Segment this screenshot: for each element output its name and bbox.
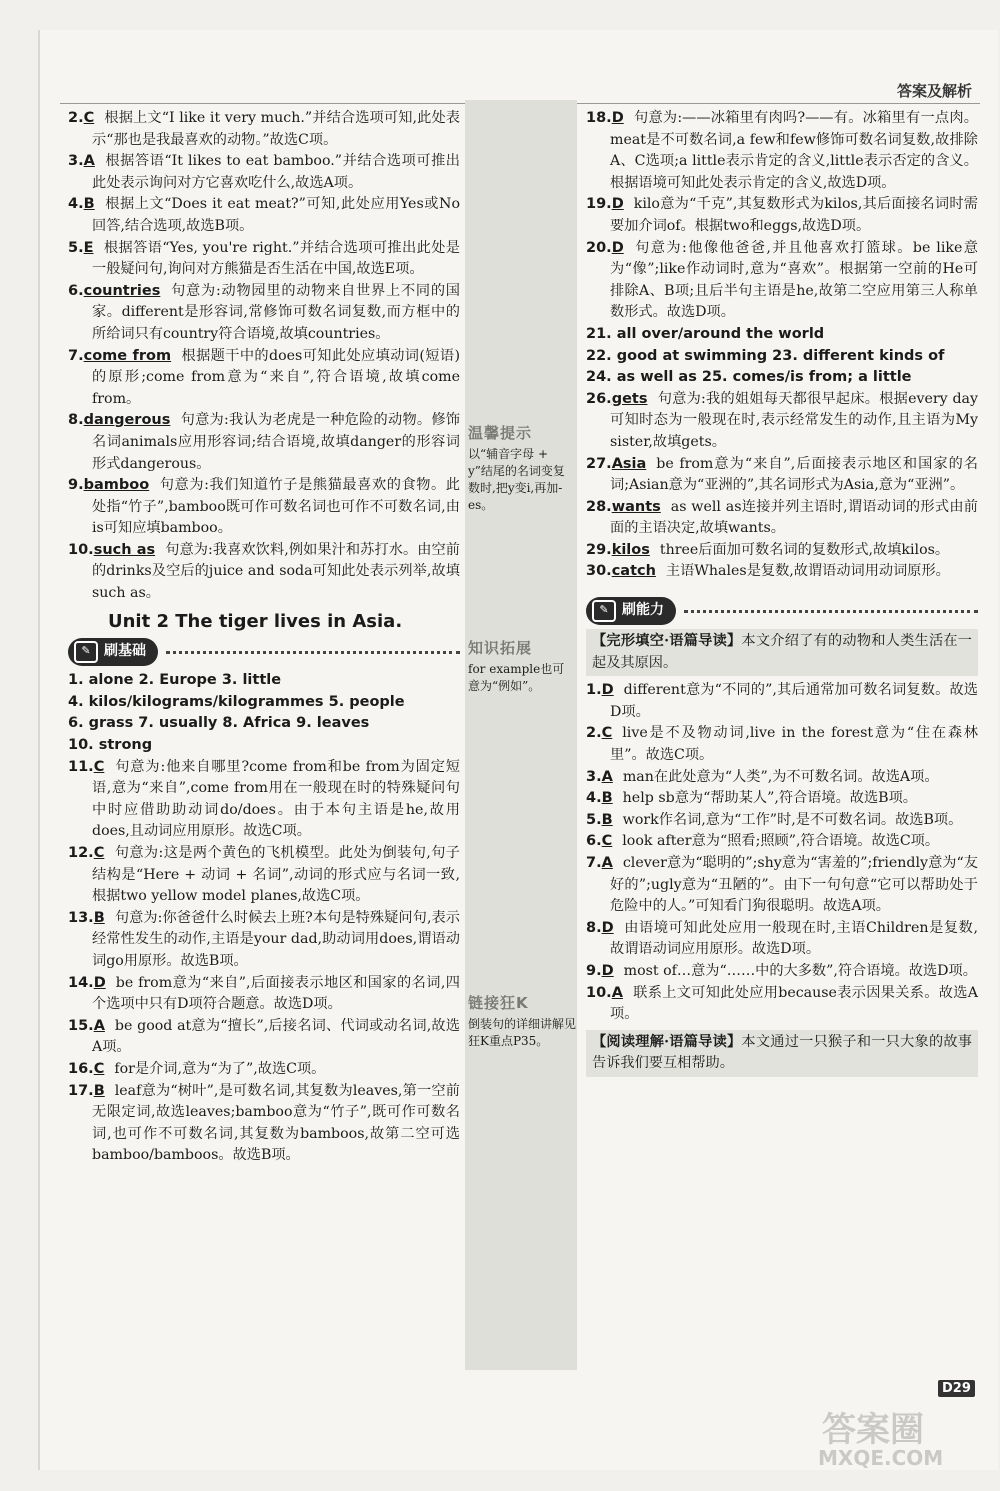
item-number: 2. <box>68 110 84 126</box>
item-answer: countries <box>83 282 161 299</box>
item-number: 16. <box>68 1060 94 1077</box>
badge-divider <box>166 651 460 654</box>
item-answer: catch <box>611 563 656 580</box>
item-number: 9. <box>68 477 84 494</box>
item-explanation: be from意为“来自”,后面接表示地区和国家的名词,四个选项中只有D项符合题意。故选D项。 <box>92 974 460 1013</box>
item-number: 13. <box>68 909 94 926</box>
answer-item <box>68 843 460 908</box>
item-number: 2. <box>586 725 602 742</box>
item-answer: D <box>601 682 614 699</box>
right-column <box>586 108 978 1081</box>
tip-title: 知识拓展 <box>468 639 533 657</box>
answer-item <box>586 983 978 1026</box>
cloze-intro-tag: 【完形填空·语篇导读】 <box>592 633 742 650</box>
reading-intro-tag: 【阅读理解·语篇导读】 <box>592 1033 742 1050</box>
answer-list-right-bottom <box>586 680 978 1026</box>
item-explanation: 句意为:你爸爸什么时候去上班?本句是特殊疑问句,表示经常性发生的动作,主语是your dad,助动词用does,谓语动词go用原形。故选B项。 <box>92 909 460 969</box>
item-answer: B <box>601 790 613 807</box>
item-explanation: live是不及物动词,live in the forest意为“住在森林里”。故选C项。 <box>610 725 978 764</box>
item-explanation: most of…意为“……中的大多数”,符合语境。故选D项。 <box>623 962 977 979</box>
item-number: 10. <box>68 541 94 558</box>
item-answer: B <box>83 196 95 213</box>
item-answer: C <box>93 758 105 775</box>
reading-intro-text: 本文通过一只猴子和一只大象的故事告诉我们要互相帮助。 <box>592 1033 972 1072</box>
item-answer: C <box>83 110 95 126</box>
answer-item <box>68 908 460 973</box>
item-answer: E <box>83 239 94 256</box>
answer-item <box>68 1016 460 1059</box>
item-answer: A <box>601 768 613 785</box>
item-number: 6. <box>586 833 602 850</box>
answer-item <box>586 723 978 766</box>
item-number: 26. <box>586 390 612 407</box>
answer-item <box>68 194 460 237</box>
item-explanation: three后面加可数名词的复数形式,故填kilos。 <box>659 541 950 558</box>
item-answer: D <box>601 962 614 979</box>
item-explanation: 句意为:他来自哪里?come from和be from为固定短语,意为“来自”,come from用在一般现在时的特殊疑问句中时应借助助动词do/does。由于本句主语是he,故用does,且动词应用原形。故选C项。 <box>92 758 460 840</box>
answer-item <box>586 853 978 918</box>
right-fill-answers <box>586 324 978 389</box>
item-explanation: 根据题干中的does可知此处应填动词(短语)的原形;come from意为“来自”,符合语境,故填come from。 <box>92 347 461 407</box>
answer-item <box>586 194 978 237</box>
answer-item <box>586 918 978 961</box>
answer-item <box>68 151 460 194</box>
item-answer: C <box>93 1060 105 1077</box>
item-number: 12. <box>68 845 94 861</box>
item-answer: Asia <box>611 455 647 472</box>
item-answer: D <box>611 110 624 126</box>
tip-title: 链接狂K <box>468 994 529 1012</box>
item-answer: D <box>611 196 624 213</box>
answer-list-bottom <box>68 757 460 1167</box>
answer-item <box>68 1059 460 1081</box>
watermark-url: MXQE.COM <box>818 1446 944 1470</box>
answer-item <box>586 767 978 789</box>
answer-item <box>68 108 460 151</box>
tip-box-link <box>468 995 576 1050</box>
fill-answer-line: 10. strong <box>68 737 153 754</box>
badge-label: 刷基础 <box>104 643 146 660</box>
item-number: 7. <box>586 855 602 871</box>
item-answer: C <box>601 725 613 742</box>
item-explanation: 句意为:我认为老虎是一种危险的动物。修饰名词animals应用形容词;结合语境,故填danger的形容词形式dangerous。 <box>92 412 460 472</box>
item-explanation: 句意为:动物园里的动物来自世界上不同的国家。different是形容词,常修饰可数名词复数,而方框中的所给词只有country符合语境,故填countries。 <box>92 282 460 342</box>
item-number: 11. <box>68 758 94 775</box>
item-number: 27. <box>586 455 612 472</box>
item-answer: bamboo <box>83 477 150 494</box>
answer-item <box>586 561 978 583</box>
answer-item <box>586 454 978 497</box>
item-explanation: man在此处意为“人类”,为不可数名词。故选A项。 <box>622 768 939 785</box>
item-number: 10. <box>586 984 612 1001</box>
item-number: 19. <box>586 196 612 213</box>
answer-item <box>586 810 978 832</box>
unit-title: Unit 2 The tiger lives in Asia. <box>108 610 403 632</box>
item-answer: B <box>601 811 613 828</box>
item-number: 3. <box>586 768 602 785</box>
item-explanation: 句意为:我的姐姐每天都很早起床。根据every day可知时态为一般现在时,表示经常发生的动作,且主语为My sister,故填gets。 <box>610 390 978 450</box>
item-explanation: 联系上文可知此处应用because表示因果关系。故选A项。 <box>610 984 978 1023</box>
item-explanation: kilo意为“千克”,其复数形式为kilos,其后面接名词时需要加介词of。根据two和eggs,故选D项。 <box>610 196 978 234</box>
book-icon: ✎ <box>592 600 616 622</box>
answer-item <box>586 680 978 723</box>
item-answer: C <box>93 845 105 861</box>
item-number: 20. <box>586 239 612 256</box>
tip-text: for example也可意为“例如”。 <box>468 662 565 693</box>
item-explanation: 句意为:我喜欢饮料,例如果汁和苏打水。由空前的drinks及空后的juice and soda可知此处表示列举,故填such as。 <box>92 541 460 602</box>
fill-answer-line: 21. all over/around the world <box>586 325 825 342</box>
answer-list-top <box>68 108 460 605</box>
tip-text: 倒装句的详细讲解见狂K重点P35。 <box>468 1017 577 1048</box>
item-number: 18. <box>586 110 612 126</box>
item-explanation: be good at意为“擅长”,后接名词、代词或动名词,故选A项。 <box>92 1017 460 1056</box>
item-number: 14. <box>68 974 94 991</box>
answer-item <box>68 973 460 1016</box>
item-explanation: 根据上文“Does it eat meat?”可知,此处应用Yes或No回答,结合选项,故选B项。 <box>92 196 460 234</box>
margin-notes-strip <box>465 100 577 1370</box>
item-answer: C <box>601 833 613 850</box>
item-number: 4. <box>68 196 84 213</box>
item-answer: wants <box>611 498 661 515</box>
answer-item <box>586 788 978 810</box>
item-answer: D <box>93 974 106 991</box>
item-answer: A <box>611 984 623 1001</box>
answer-item <box>68 346 460 411</box>
item-explanation: look after意为“照看;照顾”,符合语境。故选C项。 <box>622 833 940 850</box>
item-answer: come from <box>83 347 172 364</box>
item-answer: D <box>601 919 614 936</box>
item-number: 28. <box>586 498 612 515</box>
item-answer: B <box>93 1082 105 1099</box>
answer-item <box>586 108 978 194</box>
item-explanation: for是介词,意为“为了”,故选C项。 <box>114 1060 326 1077</box>
item-explanation: 句意为:他像他爸爸,并且他喜欢打篮球。be like意为“像”;like作动词时,意为“喜欢”。根据第一空前的He可排除A、B项;且后半句主语是he,故第二空应用第三人称单数形式。故选D项。 <box>610 239 978 321</box>
cloze-intro-text: 本文介绍了有的动物和人类生活在一起及其原因。 <box>592 633 972 671</box>
item-explanation: 根据上文“I like it very much.”并结合选项可知,此处表示“那也是我最喜欢的动物。”故选C项。 <box>92 110 461 148</box>
item-number: 8. <box>68 412 84 429</box>
page-number: D29 <box>938 1380 975 1397</box>
answer-item <box>586 831 978 853</box>
answer-item <box>586 238 978 324</box>
fill-answer-line: 1. alone 2. Europe 3. little <box>68 672 282 689</box>
item-explanation: be from意为“来自”,后面接表示地区和国家的名词;Asian意为“亚洲的”,其名词形式为Asia,意为“亚洲”。 <box>610 455 978 494</box>
item-number: 29. <box>586 541 612 558</box>
item-number: 3. <box>68 153 84 170</box>
reading-intro <box>586 1030 978 1077</box>
answer-item <box>68 757 460 843</box>
left-column <box>68 108 460 1167</box>
item-explanation: 由语境可知此处应用一般现在时,主语Children是复数,故谓语动词应用原形。故选D项。 <box>610 919 978 958</box>
item-answer: dangerous <box>83 412 171 429</box>
item-explanation: clever意为“聪明的”;shy意为“害羞的”;friendly意为“友好的”;ugly意为“丑陋的”。由下一句句意“它可以帮助处于危险中的人。”可知看门狗很聪明。故选A项。 <box>610 855 978 915</box>
item-explanation: leaf意为“树叶”,是可数名词,其复数为leaves,第一空前无限定词,故选leaves;bamboo意为“竹子”,既可作可数名词,也可作不可数名词,其复数为bamboos,故第二空可选bamboo/bamboos。故选B项。 <box>92 1082 460 1164</box>
item-number: 17. <box>68 1082 94 1099</box>
book-icon: ✎ <box>74 641 98 663</box>
item-answer: A <box>93 1017 105 1034</box>
basic-fill-answers <box>68 670 460 756</box>
item-explanation: help sb意为“帮助某人”,符合语境。故选B项。 <box>622 790 917 807</box>
tip-text: 以“辅音字母 + y”结尾的名词变复数时,把y变i,再加-es。 <box>468 447 565 512</box>
item-number: 30. <box>586 563 612 580</box>
answer-list-right-top <box>586 108 978 324</box>
basic-section-badge <box>68 638 460 666</box>
tip-title: 温馨提示 <box>468 424 533 442</box>
item-answer: kilos <box>611 541 650 558</box>
item-number: 15. <box>68 1017 94 1034</box>
answer-item <box>586 540 978 562</box>
item-explanation: as well as连接并列主语时,谓语动词的形式由前面的主语决定,故填wants。 <box>610 498 978 537</box>
fill-answer-line: 4. kilos/kilograms/kilogrammes 5. people <box>68 693 405 710</box>
answer-item <box>68 281 460 346</box>
answer-item <box>586 961 978 983</box>
item-explanation: 根据答语“It likes to eat bamboo.”并结合选项可推出此处表示询问对方它喜欢吃什么,故选A项。 <box>92 153 460 191</box>
item-answer: D <box>611 239 624 256</box>
answer-item <box>586 497 978 540</box>
item-answer: B <box>93 909 105 926</box>
cloze-intro <box>586 629 978 676</box>
item-answer: A <box>83 153 95 170</box>
item-explanation: 句意为:我们知道竹子是熊猫最喜欢的食物。此处指“竹子”,bamboo既可作可数名词也可作不可数名词,由is可知应填bamboo。 <box>92 477 460 537</box>
badge-label: 刷能力 <box>622 602 664 619</box>
fill-answer-line: 6. grass 7. usually 8. Africa 9. leaves <box>68 715 370 732</box>
item-number: 8. <box>586 919 602 936</box>
header-section-label: 答案及解析 <box>896 82 972 100</box>
answer-item <box>68 540 460 605</box>
ability-section-badge <box>586 597 978 625</box>
answer-item <box>586 389 978 454</box>
item-explanation: 句意为:——冰箱里有肉吗?——有。冰箱里有一点肉。meat是不可数名词,a few和few修饰可数名词复数,故排除A、C选项;a little表示肯定的含义,little表示否定的含义。根据语境可知此处表示肯定的含义,故选D项。 <box>610 110 978 191</box>
item-explanation: work作名词,意为“工作”时,是不可数名词。故选B项。 <box>622 811 963 828</box>
tip-box-warm <box>468 425 576 514</box>
answer-item <box>68 410 460 475</box>
answer-item <box>68 1081 460 1167</box>
item-explanation: different意为“不同的”,其后通常加可数名词复数。故选D项。 <box>610 682 978 720</box>
item-explanation: 句意为:这是两个黄色的飞机模型。此处为倒装句,句子结构是“Here + 动词 + 名词”,动词的形式应与名词一致,根据two yellow model planes,故选C项。 <box>92 845 460 905</box>
badge-divider <box>684 610 978 613</box>
item-number: 9. <box>586 962 602 979</box>
item-number: 6. <box>68 282 84 299</box>
item-answer: such as <box>93 541 156 558</box>
fill-answer-line: 24. as well as 25. comes/is from; a little <box>586 369 912 386</box>
item-number: 5. <box>586 811 602 828</box>
item-number: 1. <box>586 682 602 699</box>
item-number: 7. <box>68 347 84 364</box>
item-explanation: 根据答语“Yes, you're right.”并结合选项可推出此处是一般疑问句,询问对方熊猫是否生活在中国,故选E项。 <box>92 239 460 278</box>
item-explanation: 主语Whales是复数,故谓语动词用动词原形。 <box>665 563 950 580</box>
item-number: 4. <box>586 790 602 807</box>
tip-box-knowledge <box>468 640 576 695</box>
item-number: 5. <box>68 239 84 256</box>
answer-item <box>68 238 460 281</box>
item-answer: A <box>601 855 613 871</box>
fill-answer-line: 22. good at swimming 23. different kinds of <box>586 347 945 364</box>
item-answer: gets <box>611 390 648 407</box>
watermark-logo: 答案圈 <box>822 1410 924 1450</box>
answer-list-right-mid <box>586 389 978 583</box>
answer-item <box>68 475 460 540</box>
